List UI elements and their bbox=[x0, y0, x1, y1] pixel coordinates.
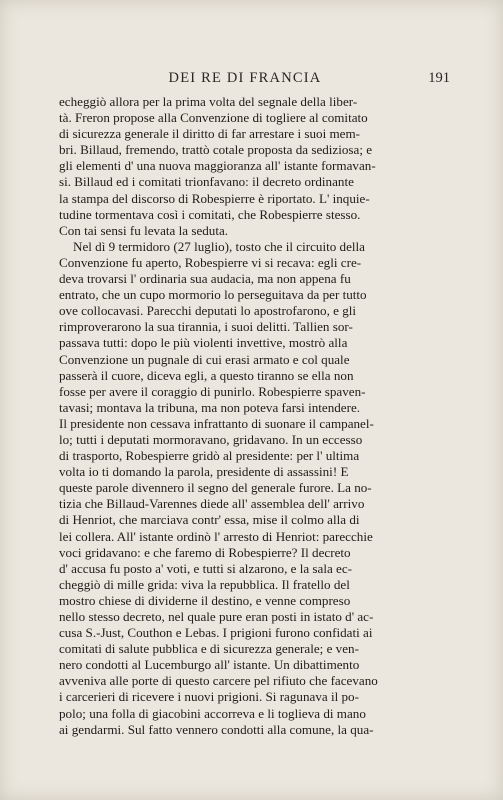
text-line: avveniva alle porte di questo carcere pel rifiuto che facevano bbox=[59, 673, 378, 689]
text-line: tudine tormentava così i comitati, che Robespierre stesso. bbox=[59, 206, 361, 222]
text-line: gli elementi d' una nuova maggioranza all' istante formavan- bbox=[59, 158, 376, 174]
text-line: entrato, che un cupo mormorio lo perseguitava da per tutto bbox=[59, 287, 367, 303]
text-line: bri. Billaud, fremendo, trattò cotale proposta da sediziosa; e bbox=[59, 142, 373, 158]
text-line: polo; una folla di giacobini accorreva e li toglieva di mano bbox=[59, 705, 366, 721]
text-line: cheggiò di mille grida: viva la repubblica. Il fratello del bbox=[59, 576, 350, 592]
page-number: 191 bbox=[428, 70, 450, 86]
text-line: mostro chiese di dividerne il destino, e venne compreso bbox=[59, 592, 351, 608]
text-line: la stampa del discorso di Robespierre è riportato. L' inquie- bbox=[59, 190, 370, 206]
text-line: di Henriot, che marciava contr' essa, mise il colmo alla di bbox=[59, 512, 360, 528]
text-line: ai gendarmi. Sul fatto vennero condotti alla comune, la qua- bbox=[59, 721, 374, 737]
text-line: fosse per avere il coraggio di punirlo. Robespierre spaven- bbox=[59, 383, 366, 399]
text-line: d' accusa fu posto a' voti, e tutti si alzarono, e la sala ec- bbox=[59, 560, 353, 576]
text-line: ove collocavasi. Parecchi deputati lo apostrofarono, e gli bbox=[59, 303, 357, 319]
paragraph-first-line: Nel dì 9 termidoro (27 luglio), tosto che il circuito della bbox=[73, 238, 365, 254]
text-line: lo; tutti i deputati mormoravano, gridavano. In un eccesso bbox=[59, 431, 363, 447]
text-line: si. Billaud ed i comitati trionfavano: il decreto ordinante bbox=[59, 174, 354, 190]
text-line: Convenzione fu aperto, Robespierre vi si recava: egli cre- bbox=[59, 254, 362, 270]
text-line: voci gridavano: e che faremo di Robespierre? Il decreto bbox=[59, 544, 351, 560]
text-line: i carcerieri di ricevere i nuovi prigioni. Si ragunava il po- bbox=[59, 689, 359, 705]
text-line: queste parole divennero il segno del generale furore. La no- bbox=[59, 480, 372, 496]
text-line: tavasi; montava la tribuna, ma non poteva farsi intendere. bbox=[59, 399, 361, 415]
text-line: nero condotti al Lucemburgo all' istante. Un dibattimento bbox=[59, 657, 360, 673]
text-line: tà. Freron propose alla Convenzione di togliere al comitato bbox=[59, 110, 368, 126]
running-title: DEI RE DI FRANCIA bbox=[168, 70, 322, 86]
text-line: echeggiò allora per la prima volta del segnale della liber- bbox=[59, 94, 358, 109]
text-line: di trasporto, Robespierre gridò al presidente: per l' ultima bbox=[59, 448, 360, 464]
text-line: volta io ti domando la parola, presidente di assassini! E bbox=[59, 464, 349, 480]
page-header bbox=[110, 70, 450, 90]
text-line: passerà il cuore, diceva egli, a questo tiranno se ella non bbox=[59, 367, 354, 383]
text-line: rimproverarono la sua tirannia, i suoi delitti. Tallien sor- bbox=[59, 319, 353, 335]
text-line: tizia che Billaud-Varennes diede all' assemblea dell' arrivo bbox=[59, 496, 365, 512]
text-line: di sicurezza generale il diritto di far arrestare i suoi mem- bbox=[59, 126, 361, 142]
text-line: lei collera. All' istante ordinò l' arresto di Henriot: parecchie bbox=[59, 528, 373, 544]
text-line: nello stesso decreto, nel quale pure eran posti in istato d' ac- bbox=[59, 609, 374, 624]
text-line: passava tutti: dopo le più violenti invettive, mostrò alla bbox=[59, 335, 348, 351]
text-line: cusa S.-Just, Couthon e Lebas. I prigioni furono confidati ai bbox=[59, 625, 373, 641]
body-text bbox=[59, 94, 451, 738]
text-line: Con tai sensi fu levata la seduta. bbox=[59, 222, 229, 238]
text-line: comitati di salute pubblica e di sicurezza generale; e ven- bbox=[59, 641, 359, 657]
text-line: Convenzione un pugnale di cui erasi armato e col quale bbox=[59, 351, 350, 367]
text-line: deva trovarsi l' ordinaria sua audacia, ma non appena fu bbox=[59, 271, 351, 287]
text-line: Il presidente non cessava infrattanto di suonare il campanel- bbox=[59, 415, 374, 431]
